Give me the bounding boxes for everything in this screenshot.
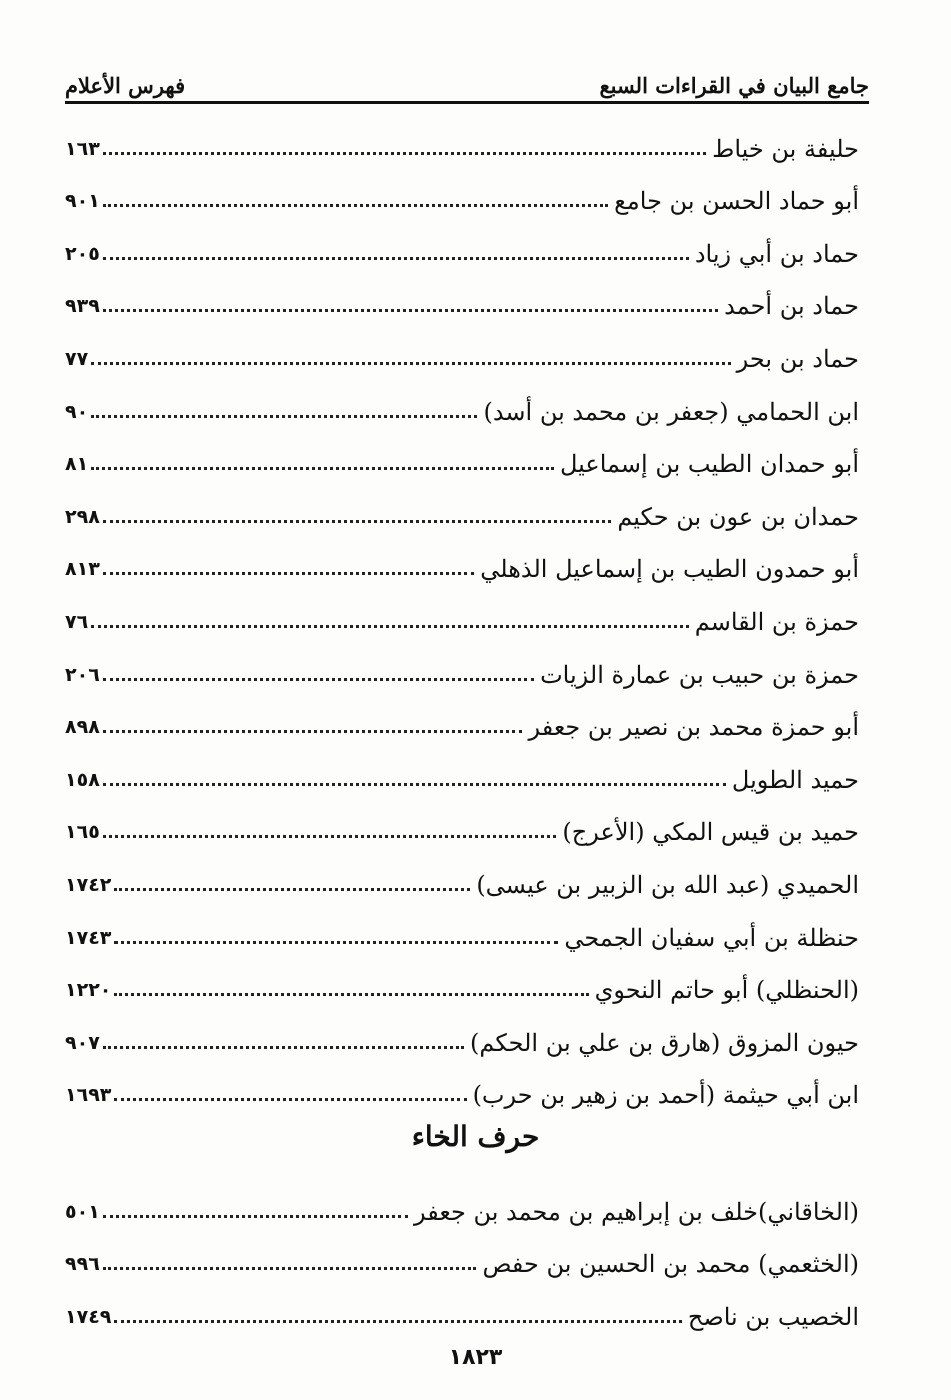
- page-number: ١٨٢٣: [448, 1345, 503, 1370]
- entry-name: أبو حمدان الطيب بن إسماعيل: [560, 450, 859, 479]
- index-entry: [65, 533, 859, 586]
- entry-name: (الحنظلي) أبو حاتم النحوي: [594, 976, 859, 1005]
- entry-page-number: ١٥٨: [65, 768, 100, 791]
- index-entry: [65, 796, 859, 849]
- entry-name: حنظلة بن أبي سفيان الجمحي: [564, 923, 859, 952]
- dot-leader: [103, 1267, 477, 1270]
- entry-name: حميد الطويل: [731, 765, 859, 794]
- entry-page-number: ٨١٣: [65, 558, 100, 581]
- entry-name: أبو حمزة محمد بن نصير بن جعفر: [528, 713, 859, 742]
- entry-name: الخصيب بن ناصح: [687, 1302, 859, 1331]
- entry-page-number: ٢٩٨: [65, 505, 100, 528]
- entry-name: حمزة بن حبيب بن عمارة الزيات: [540, 660, 859, 689]
- entry-name: حليفة بن خياط: [712, 134, 859, 163]
- entry-page-number: ٩٩٦: [65, 1253, 100, 1276]
- index-entry: [65, 954, 859, 1007]
- entry-name: حماد بن أحمد: [724, 292, 859, 321]
- dot-leader: [103, 520, 612, 523]
- dot-leader: [103, 783, 726, 786]
- dot-leader: [103, 835, 557, 838]
- running-header: [65, 58, 869, 98]
- index-title: فهرس الأعلام: [65, 73, 186, 98]
- dot-leader: [114, 1320, 681, 1323]
- header-rule: [65, 101, 869, 104]
- entry-page-number: ٢٠٦: [65, 663, 100, 686]
- index-entry: [65, 270, 859, 323]
- index-entry: [65, 480, 859, 533]
- entry-page-number: ١٧٤٢: [65, 873, 112, 896]
- index-entry: [65, 1228, 859, 1281]
- entry-name: أبو حمدون الطيب بن إسماعيل الذهلي: [480, 555, 859, 584]
- dot-leader: [91, 362, 730, 365]
- dot-leader: [103, 572, 474, 575]
- index-entry: [65, 217, 859, 270]
- index-entry: [65, 322, 859, 375]
- dot-leader: [114, 1098, 466, 1101]
- entry-page-number: ٨١: [65, 453, 89, 476]
- entry-page-number: ٧٧: [65, 347, 89, 370]
- entry-page-number: ١٧٤٩: [65, 1305, 112, 1328]
- index-entry: [65, 638, 859, 691]
- dot-leader: [114, 993, 588, 996]
- entry-name: الحميدي (عبد الله بن الزبير بن عيسى): [476, 870, 859, 899]
- index-entry: [65, 1280, 859, 1333]
- book-title: جامع البيان في القراءات السبع: [599, 73, 869, 98]
- dot-leader: [103, 678, 534, 681]
- entry-name: حمزة بن القاسم: [694, 607, 859, 636]
- index-list-kha: [65, 1175, 859, 1333]
- dot-leader: [91, 625, 689, 628]
- dot-leader: [103, 1215, 408, 1218]
- dot-leader: [103, 1046, 464, 1049]
- entry-page-number: ٧٦: [65, 610, 89, 633]
- entry-page-number: ٩٠٧: [65, 1031, 100, 1054]
- entry-page-number: ٨٩٨: [65, 716, 100, 739]
- dot-leader: [103, 152, 706, 155]
- index-entry: [65, 585, 859, 638]
- index-list-ha: [65, 112, 859, 1111]
- index-entry: [65, 1006, 859, 1059]
- dot-leader: [103, 204, 608, 207]
- index-entry: [65, 112, 859, 165]
- entry-name: (الخثعمي) محمد بن الحسين بن حفص: [482, 1250, 859, 1279]
- entry-page-number: ١٦٩٣: [65, 1084, 112, 1107]
- entry-name: حماد بن بحر: [736, 344, 859, 373]
- index-entry: [65, 375, 859, 428]
- entry-name: حميد بن قيس المكي (الأعرج): [562, 818, 859, 847]
- index-entry: [65, 1059, 859, 1112]
- entry-page-number: ١٢٢٠: [65, 979, 112, 1002]
- dot-leader: [114, 888, 470, 891]
- index-entry: [65, 165, 859, 218]
- entry-page-number: ٩٣٩: [65, 295, 100, 318]
- entry-page-number: ١٦٣: [65, 137, 100, 160]
- dot-leader: [103, 730, 523, 733]
- entry-name: حمدان بن عون بن حكيم: [617, 502, 859, 531]
- index-entry: [65, 691, 859, 744]
- index-entry: [65, 743, 859, 796]
- index-entry: [65, 428, 859, 481]
- entry-name: (الخاقاني)خلف بن إبراهيم بن محمد بن جعفر: [414, 1197, 859, 1226]
- entry-page-number: ٢٠٥: [65, 242, 100, 265]
- entry-name: حيون المزوق (هارق بن علي بن الحكم): [470, 1028, 859, 1057]
- entry-page-number: ٥٠١: [65, 1200, 100, 1223]
- section-heading: حرف الخاء: [411, 1120, 540, 1153]
- entry-name: ابن الحمامي (جعفر بن محمد بن أسد): [483, 397, 859, 426]
- entry-page-number: ١٦٥: [65, 821, 100, 844]
- dot-leader: [91, 467, 554, 470]
- dot-leader: [103, 257, 689, 260]
- entry-name: أبو حماد الحسن بن جامع: [614, 187, 859, 216]
- entry-name: حماد بن أبي زياد: [694, 239, 859, 268]
- entry-page-number: ٩٠١: [65, 190, 100, 213]
- dot-leader: [103, 309, 718, 312]
- entry-page-number: ٩٠: [65, 400, 89, 423]
- index-entry: [65, 1175, 859, 1228]
- dot-leader: [114, 941, 558, 944]
- index-entry: [65, 848, 859, 901]
- entry-page-number: ١٧٤٣: [65, 926, 112, 949]
- entry-name: ابن أبي حيثمة (أحمد بن زهير بن حرب): [472, 1081, 859, 1110]
- index-entry: [65, 901, 859, 954]
- dot-leader: [91, 415, 477, 418]
